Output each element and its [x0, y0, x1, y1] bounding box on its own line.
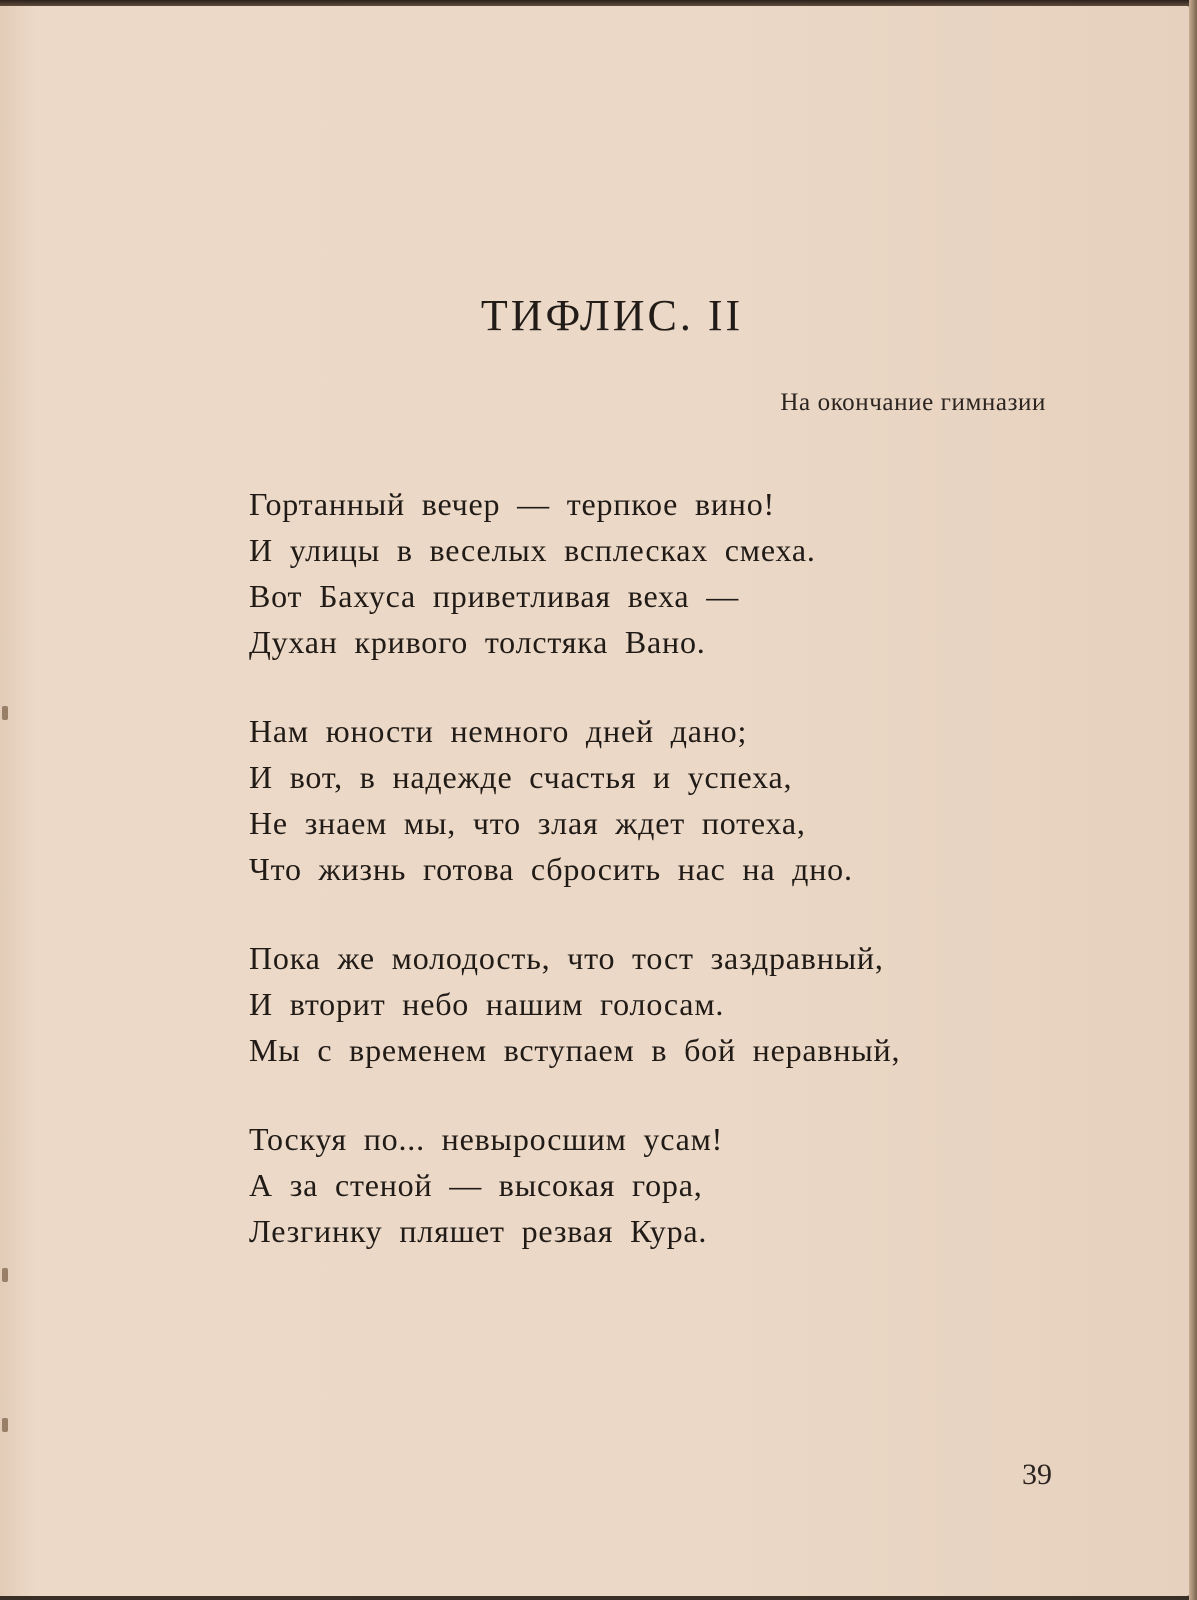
poem-line: Пока же молодость, что тост заздравный, [249, 940, 884, 976]
binding-mark [2, 1418, 8, 1432]
poem-line: Что жизнь готова сбросить нас на дно. [249, 851, 853, 887]
page-number: 39 [1022, 1458, 1052, 1491]
poem-line: Мы с временем вступаем в бой неравный, [249, 1032, 901, 1068]
book-page [0, 6, 1190, 1596]
stanza [249, 1116, 1069, 1254]
stanza [249, 708, 1069, 892]
poem-body [249, 481, 1069, 1297]
poem-line: Духан кривого толстяка Вано. [249, 624, 706, 660]
stanza [249, 935, 1069, 1073]
poem-line: И улицы в веселых всплесках смеха. [249, 532, 816, 568]
binding-mark [2, 706, 8, 720]
poem-epigraph: На окончание гимназии [780, 389, 1046, 416]
poem-line: Гортанный вечер — терпкое вино! [249, 486, 775, 522]
poem-line: А за стеной — высокая гора, [249, 1167, 703, 1203]
poem-line: И вот, в надежде счастья и успеха, [249, 759, 793, 795]
binding-mark [2, 1268, 8, 1282]
poem-line: Лезгинку пляшет резвая Кура. [249, 1213, 708, 1249]
poem-line: Вот Бахуса приветливая веха — [249, 578, 740, 614]
book-right-edge [1189, 0, 1197, 1600]
poem-line: Не знаем мы, что злая ждет потеха, [249, 805, 806, 841]
stanza [249, 481, 1069, 665]
poem-line: Тоскуя по... невыросшим усам! [249, 1121, 724, 1157]
poem-title: ТИФЛИС. II [480, 291, 744, 340]
poem-line: Нам юности немного дней дано; [249, 713, 748, 749]
poem-line: И вторит небо нашим голосам. [249, 986, 725, 1022]
